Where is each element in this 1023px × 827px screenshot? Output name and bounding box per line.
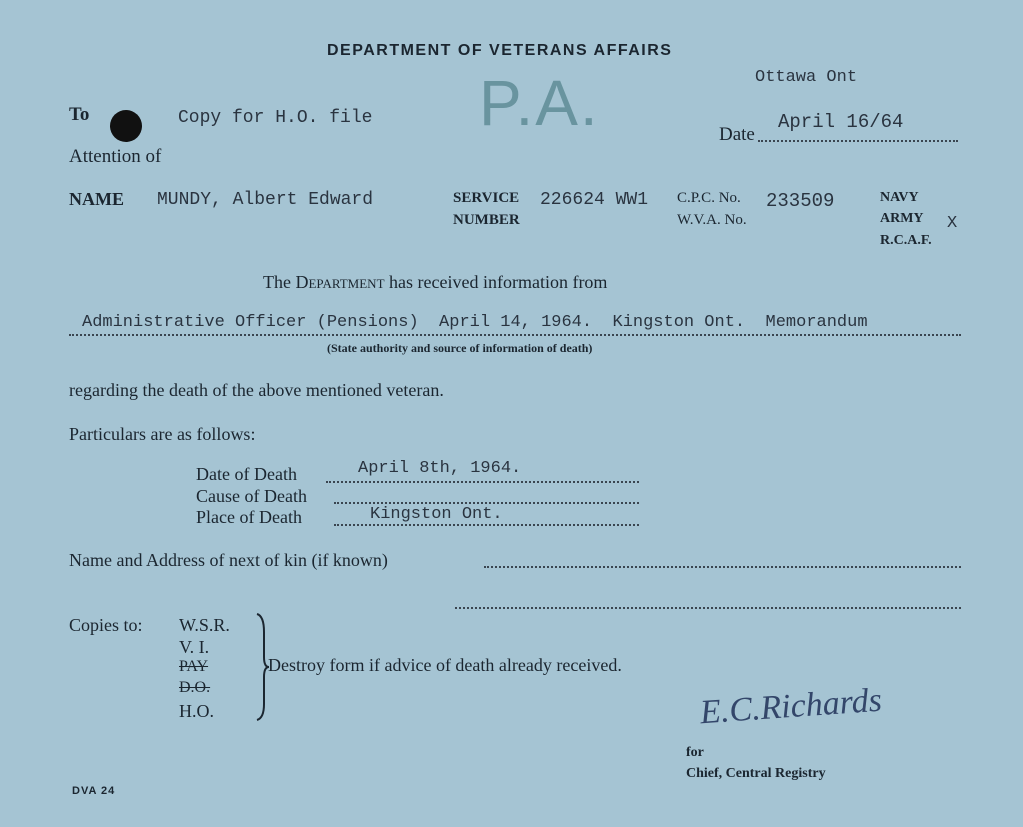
cause-of-death-line [334,502,639,504]
form-code: DVA 24 [72,785,116,797]
particulars-heading: Particulars are as follows: [69,424,256,444]
date-of-death-line [326,481,639,483]
to-value: Copy for H.O. file [178,108,373,128]
name-label: NAME [69,189,124,209]
cause-of-death-label: Cause of Death [196,486,307,506]
copy-pay-text: PAY [179,658,209,675]
kin-line-2 [455,607,961,609]
army-mark: X [947,214,958,233]
service-label-1: SERVICE [453,190,520,206]
signature: E.C.Richards [698,681,883,732]
redaction-dot [110,110,142,142]
copy-pay [179,658,208,676]
date-label: Date [719,124,755,145]
date-value: April 16/64 [778,111,904,133]
signature-for: for [686,745,704,760]
rcaf-label: R.C.A.F. [880,233,932,248]
attention-label: Attention of [69,146,162,167]
pa-stamp: P.A. [479,67,600,139]
cpc-label: C.P.C. No. [677,190,741,206]
service-value: 226624 WW1 [540,190,649,210]
source-caption: (State authority and source of information of death) [327,341,593,355]
cpc-value: 233509 [766,190,835,212]
received-dept: Department [295,272,385,292]
received-statement [263,272,607,293]
wva-label: W.V.A. No. [677,212,747,228]
to-label: To [69,104,90,125]
received-prefix: The [263,272,296,292]
date-of-death-label: Date of Death [196,464,297,484]
copy-vi: V. I. [179,637,210,657]
destroy-note: Destroy form if advice of death already received. [268,655,622,675]
received-suffix: has received information from [384,272,608,292]
copies-label: Copies to: [69,615,143,635]
kin-label: Name and Address of next of kin (if known) [69,550,388,570]
copy-wsr: W.S.R. [179,615,230,635]
place-of-death-label: Place of Death [196,507,302,527]
department-heading: DEPARTMENT OF VETERANS AFFAIRS [327,42,673,59]
kin-line-1 [484,566,961,568]
copy-ho: H.O. [179,701,214,721]
copy-do-text: D.O. [179,679,211,696]
service-label-2: NUMBER [453,212,520,228]
copy-do [179,679,210,697]
date-line [758,140,958,142]
name-value: MUNDY, Albert Edward [157,190,374,210]
place-of-death-value: Kingston Ont. [370,505,503,524]
regarding-text: regarding the death of the above mentioned veteran. [69,380,444,400]
army-label: ARMY [880,211,924,226]
navy-label: NAVY [880,190,919,205]
signature-title: Chief, Central Registry [686,766,826,781]
place-of-death-line [334,524,639,526]
date-of-death-value: April 8th, 1964. [358,459,522,478]
source-line [69,334,961,336]
source-value: Administrative Officer (Pensions) April 14, 1964. Kingston Ont. Memorandum [82,313,868,332]
city: Ottawa Ont [755,68,858,87]
